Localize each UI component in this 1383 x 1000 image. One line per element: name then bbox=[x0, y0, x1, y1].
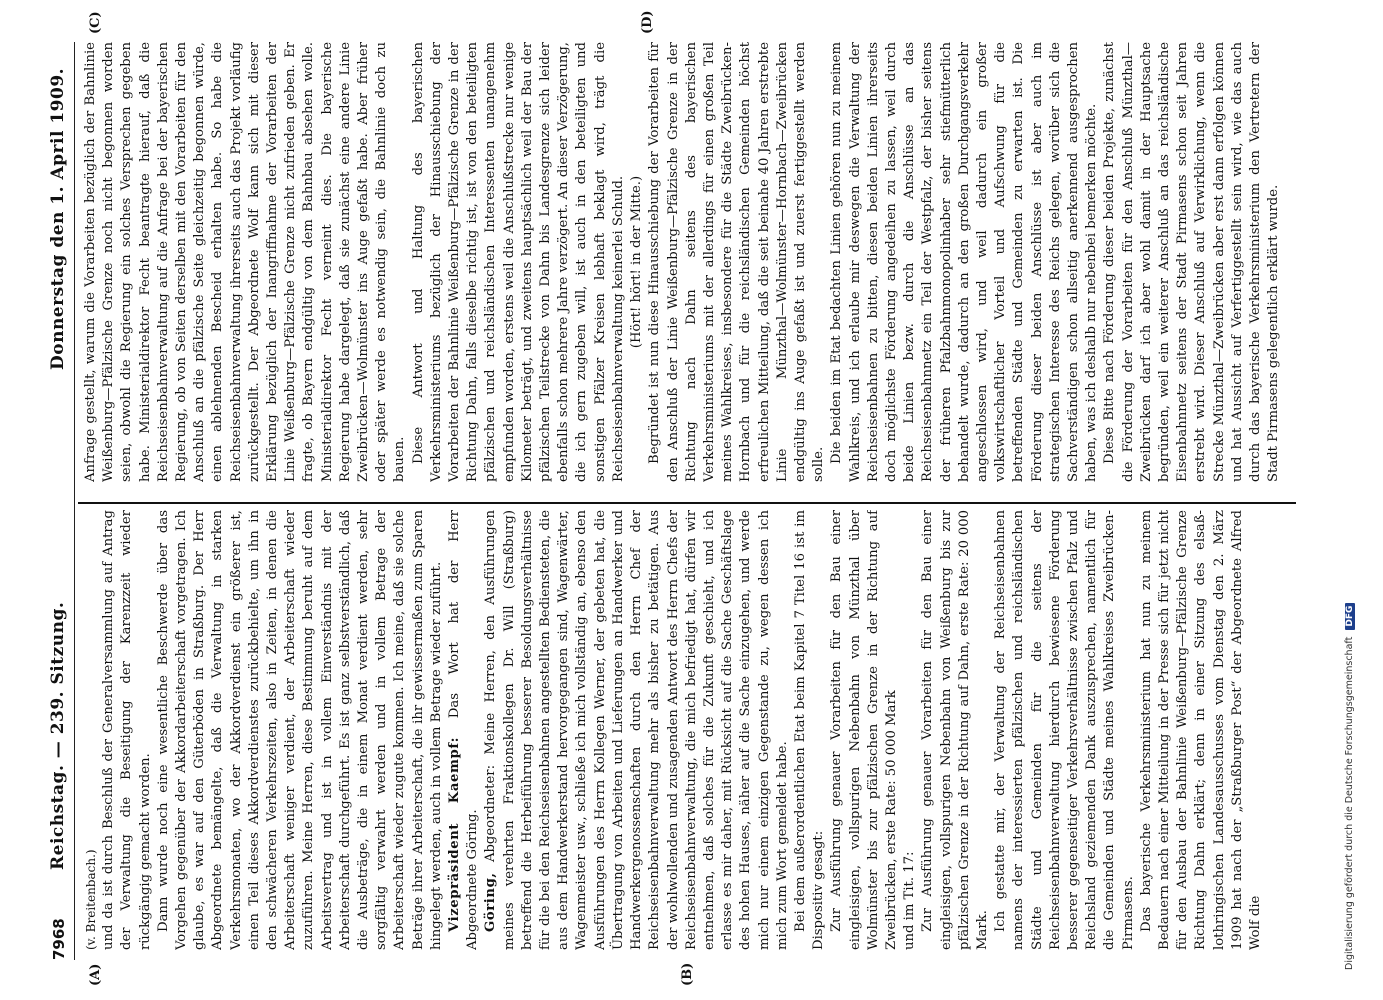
paragraph: Bei dem außerordentlichen Etat beim Kapitel 7 Titel 16 ist im Dispositiv gesagt: bbox=[792, 510, 827, 950]
margin-mark-d: (D) bbox=[640, 10, 655, 34]
page-number: 7968 bbox=[50, 918, 68, 960]
margin-mark-c: (C) bbox=[88, 11, 103, 34]
quoted-paragraph: Zur Ausführung genauer Vorarbeiten für den Bau einer eingleisigen, vollspurigen Nebenbahn von Weißenburg bis zur pfälzischen Grenze in der Richtung auf Dahn, erste Rate: 20 000 Mark. bbox=[920, 510, 990, 950]
vice-president-line bbox=[446, 510, 482, 950]
paragraph: Dann wurde noch eine wesentliche Beschwerde über das Vorgehen gegenüber der Akkordarbeiterschaft vorgetragen. Ich glaube, es war auf den Güterböden in Straßburg. Der Herr Abgeordnete bemängelte, daß die Verwaltung in starken Verkehrsmonaten, wo der Akkordverdienst ein größerer ist, einen Teil dieses Akkordverdienstes zurückbehielte, um ihn in den schwächeren Verkehrszeiten, also in Zeiten, in denen die Arbeiterschaft weniger verdient, der Arbeiterschaft wieder zuzuführen. Meine Herren, diese Bestimmung beruht auf dem Arbeitsvertrag und ist in vollem Einverständnis mit der Arbeiterschaft durchgeführt. Es ist ganz selbstverständlich, daß die Ausbeträge, die in einem Monat verdient werden, sehr sorgfältig verwahrt werden und in vollem Betrage der Arbeiterschaft wieder zugute kommen. Ich meine, daß sie solche Beträge ihrer Arbeiterschaft, die ihr gewissermaßen zum Sparen hingelegt werden, auch in vollem Betrage wieder zuführt. bbox=[155, 510, 444, 950]
paragraph: Das bayerische Verkehrsministerium hat nun zu meinem Bedauern nach einer Mitteilung in der Presse sich für jetzt nicht für den Ausbau der Bahnlinie Weißenburg—Pfälzische Grenze Richtung Dahn erklärt; denn in einer Sitzung des elsaß-lothringischen Landesausschusses vom Dienstag den 2. März 1909 hat nach der „Straßburger Post“ der Abgeordnete Alfred Wolf die bbox=[1138, 510, 1263, 950]
vice-president-label: Vizepräsident Kaempf: bbox=[447, 736, 463, 932]
column-divider bbox=[78, 502, 1296, 504]
paragraph: Anfrage gestellt, warum die Vorarbeiten bezüglich der Bahnlinie Weißenburg—Pfälzische Grenze noch nicht begonnen worden seien, obwohl die Regierung ein solches Versprechen gegeben habe. Ministerialdirektor Fecht beantragte hierauf, daß die Reichseisenbahnverwaltung auf die Anfrage bei der bayerischen Regierung, ob von Seiten derselben mit den Vorarbeiten für den Anschluß an die pfälzische Seite gleichzeitig begonnen würde, einen ablehnenden Bescheid erhalten habe. So habe die Reichseisenbahnverwaltung ihrerseits auch das Projekt vorläufig zurückgestellt. Der Abgeordnete Wolf kann sich mit dieser Erklärung bezüglich der Inangriffnahme der Vorarbeiten der Linie Weißenburg—Pfälzische Grenze nicht zufrieden geben. Er fragte, ob Bayern endgültig von dem Bahnbau absehen wolle. Ministerialdirektor Fecht verneint dies. Die bayerische Regierung habe dargelegt, daß sie zunächst eine andere Linie Zweibrücken—Wolmünster ins Auge gefaßt habe. Aber früher oder später werde es notwendig sein, die Bahnlinie doch zu bauen. bbox=[83, 42, 408, 482]
paragraph: Begründet ist nun diese Hinausschiebung der Vorarbeiten für den Anschluß der Linie Weißenburg—Pfälzische Grenze in der Richtung nach Dahn seitens des bayerischen Verkehrsministeriums mit der allerdings für einen großen Teil meines Wahlkreises, insbesondere für die Städte Zweibrücken-Hornbach und für die reichsländischen Gemeinden höchst erfreulichen Mitteilung, daß die seit beinahe 40 Jahren erstrebte Linie Münzthal—Wolmünster—Hornbach—Zweibrücken endgültig ins Auge gefaßt ist und zuerst fertiggestellt werden solle. bbox=[647, 42, 827, 482]
left-column bbox=[82, 510, 1294, 950]
interjection: (Hört! hört! in der Mitte.) bbox=[629, 175, 645, 349]
goering-intro bbox=[482, 510, 791, 950]
digitization-footer bbox=[1344, 30, 1360, 970]
speaker-note: (v. Breitenbach.) bbox=[84, 849, 98, 950]
paragraph: Diese Bitte nach Förderung dieser beiden Projekte, zunächst die Förderung der Vorarbeiten für den Anschluß Münzthal—Zweibrücken darf ich aber wohl damit in der Hauptsache begründen, weil ein weiterer Anschluß an das reichsländische Eisenbahnnetz seitens der Stadt Pirmasens schon seit Jahren erstrebt wird. Dieser Anschluß auf Verwirklichung, wenn die Strecke Münzthal—Zweibrücken aber erst dann erfolgen können und hat Aussicht auf Verfertiggestellt sein wird, wie das auch durch das bayerische Verkehrsministerium den Vertretern der Stadt Pirmasens gelegentlich erklärt wurde. bbox=[1102, 42, 1282, 482]
goering-paragraph: Meine Herren, den Ausführungen meines verehrten Fraktionskollegen Dr. Will (Straßburg) betreffend die Herbeiführung besserer Besoldungsverhältnisse für die bei den Reichseisenbahnen angestellten Bediensteten, die aus dem Handwerkerstand hervorgegangen sind, Wagenwärter, Wagenmeister usw., schließe ich mich vollständig an, ebenso den Ausführungen des Herrn Kollegen Werner, der gebeten hat, die Übertragung von Arbeiten und Lieferungen an Handwerker und Handwerkergenossenschaften durch den Herrn Chef der Reichseisenbahnverwaltung mehr als bisher zu betätigen. Aus der wohlwollenden und zusagenden Antwort des Herrn Chefs der Reichseisenbahnverwaltung, die mich befriedigt hat, dürfen wir entnehmen, daß solches für die Zukunft geschieht, und ich erlasse es mir daher, mit Rücksicht auf die Sache Geschäftslage des hohen Hauses, näher auf die Sache einzugehen, und werde mich nur einem einzigen Gegenstande zu, wegen dessen ich mich zum Wort gemeldet habe. bbox=[483, 510, 790, 950]
speaker-goering: Göring, bbox=[483, 872, 499, 932]
paragraph: Die beiden im Etat bedachten Linien gehören nun zu meinem Wahlkreis, und ich erlaube mir deswegen die Verwaltung der Reichseisenbahnen zu bitten, diesen beiden Linien ihrerseits doch möglichste Förderung angedeihen zu lassen, weil durch beide Linien bezw. durch die Anschlüsse an das Reichseisenbahnnetz ein Teil der Westpfalz, der bisher seitens der früheren Pfalzbahnmonopolinhaber sehr stiefmütterlich behandelt wurde, dadurch an den großen Durchgangsverkehr angeschlossen wird, und weil dadurch ein großer volkswirtschaftlicher Vorteil und Aufschwung für die betreffenden Städte und Gemeinden zu erwarten ist. Die Förderung dieser beiden Anschlüsse ist aber auch im strategischen Interesse des Reichs gelegen, worüber sich die Sachverständigen schon allseitig anerkennend ausgesprochen haben, was ich deshalb nur nebenbei bemerken möchte. bbox=[829, 42, 1100, 482]
paragraph: und da ist durch Beschluß der Generalversammlung auf Antrag der Verwaltung die Beseitigung der Karenzzeit wieder rückgängig gemacht worden. bbox=[101, 510, 153, 950]
dfg-logo: DFG bbox=[1345, 603, 1355, 630]
footer-text: Digitalisierung gefördert durch die Deutsche Forschungsgemeinschaft bbox=[1344, 636, 1355, 970]
margin-mark-a: (A) bbox=[88, 963, 103, 986]
page-header bbox=[42, 40, 82, 960]
right-column bbox=[82, 42, 1294, 482]
paragraph: und im Tit. 17: bbox=[902, 851, 918, 950]
goering-role: Abgeordneter: bbox=[483, 764, 499, 863]
quoted-paragraph: Zur Ausführung genauer Vorarbeiten für den Bau einer eingleisigen, vollspurigen Nebenbahn von Münzthal über Wolmünster bis zur pfälzischen Grenze in der Richtung auf Zweibrücken, erste Rate: 50 000 Mark bbox=[829, 510, 899, 950]
header-rule bbox=[74, 42, 75, 960]
paragraph: Ich gestatte mir, der Verwaltung der Reichseisenbahnen namens der interessierten pfälzischen und reichsländischen Städte und Gemeinden für die seitens der Reichseisenbahnverwaltung hierdurch bewiesene Förderung besserer gegenseitiger Verkehrsverhältnisse zwischen Pfalz und Reichsland geziemenden Dank auszusprechen, namentlich für die Gemeinden und Städte meines Wahlkreises Zweibrücken-Pirmasens. bbox=[993, 510, 1136, 950]
vice-president-text: Das Wort hat der Herr Abgeordnete Göring. bbox=[447, 510, 481, 950]
running-title: Reichstag. — 239. Sitzung. bbox=[48, 601, 68, 870]
session-date: Donnerstag den 1. April 1909. bbox=[48, 67, 68, 370]
paragraph: Diese Antwort und Haltung des bayerischen Verkehrsministeriums bezüglich der Hinausschiebung der Vorarbeiten der Bahnlinie Weißenburg—Pfälzische Grenze in der Richtung Dahn, falls dieselbe richtig ist, ist von den beteiligten pfälzischen und reichsländischen Interessenten unangenehm empfunden worden, erstens weil die Anschlußstrecke nur wenige Kilometer beträgt, und zweitens hauptsächlich weil der Bau der pfälzischen Teilstrecke von Dahn bis Landesgrenze sich leider ebenfalls schon mehrere Jahre verzögert. An dieser Verzögerung, die ich gern zugeben will, ist auch in den beteiligten und sonstigen Pfälzer Kreisen lebhaft beklagt wird, trägt die Reichseisenbahnverwaltung keinerlei Schuld. bbox=[410, 42, 626, 482]
margin-mark-b: (B) bbox=[680, 962, 695, 986]
